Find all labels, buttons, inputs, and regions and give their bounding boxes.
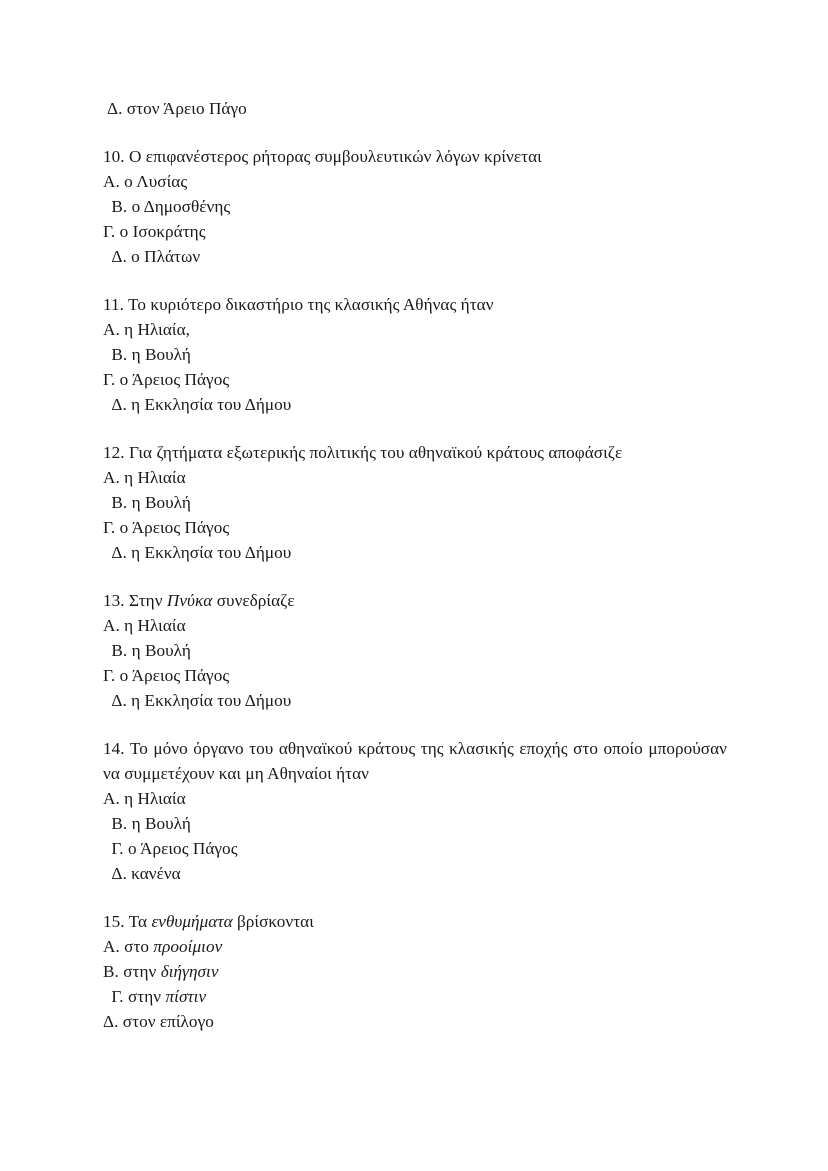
question-stem-13 [103,588,727,613]
option-15-c [103,984,727,1009]
option-15-a [103,934,727,959]
option-11-b: Β. η Βουλή [107,345,191,364]
question-block-11 [103,292,727,417]
document-text-body [103,96,732,1034]
text-run: Β. στην [103,962,161,981]
option-15-d [103,1009,727,1034]
question-stem-15 [103,909,727,934]
option-13-a: Α. η Ηλιαία [103,616,186,635]
text-run: βρίσκονται [232,912,314,931]
option-12-c: Γ. ο Άρειος Πάγος [103,518,230,537]
option-12-d: Δ. η Εκκλησία του Δήμου [107,543,292,562]
emphasis-term: πίστιν [165,987,207,1006]
question-block-13 [103,588,727,713]
option-10-a: Α. ο Λυσίας [103,172,188,191]
option-10-c: Γ. ο Ισοκράτης [103,222,206,241]
emphasis-term: Πνύκα [166,591,213,610]
text-run: Δ. στον επίλογο [103,1012,214,1031]
question-stem-12: 12. Για ζητήματα εξωτερικής πολιτικής του αθηναϊκού κράτους αποφάσιζε [103,443,623,462]
option-10-b: Β. ο Δημοσθένης [107,197,231,216]
text-run: 13. Στην [103,591,167,610]
option-13-c: Γ. ο Άρειος Πάγος [103,666,230,685]
text-run: Α. στο [103,937,154,956]
option-14-c: Γ. ο Άρειος Πάγος [107,839,238,858]
question-block-10 [103,144,727,269]
option-12-b: Β. η Βουλή [107,493,191,512]
question-block-15 [103,909,727,1034]
orphan-option-block [103,96,727,121]
option-10-d: Δ. ο Πλάτων [107,247,201,266]
option-13-b: Β. η Βουλή [107,641,191,660]
text-run: Γ. στην [107,987,166,1006]
option-13-d: Δ. η Εκκλησία του Δήμου [107,691,292,710]
option-12-a: Α. η Ηλιαία [103,468,186,487]
option-11-d: Δ. η Εκκλησία του Δήμου [107,395,292,414]
option-14-d: Δ. κανένα [107,864,181,883]
option-14-a: Α. η Ηλιαία [103,789,186,808]
text-run: 15. Τα [103,912,152,931]
question-block-12 [103,440,727,565]
emphasis-term: διήγησιν [160,962,219,981]
question-stem-11: 11. Το κυριότερο δικαστήριο της κλασικής Αθήνας ήταν [103,295,494,314]
option-11-a: Α. η Ηλιαία, [103,320,190,339]
text-run: συνεδρίαζε [212,591,295,610]
question-stem-14: 14. Το μόνο όργανο του αθηναϊκού κράτους της κλασικής εποχής στο οποίο μπορούσαν να συμμετέχουν και μη Αθηναίοι ήταν [103,739,732,783]
option-14-b: Β. η Βουλή [107,814,191,833]
emphasis-term: προοίμιον [153,937,223,956]
question-stem-10: 10. Ο επιφανέστερος ρήτορας συμβουλευτικών λόγων κρίνεται [103,147,542,166]
option-15-b [103,959,727,984]
emphasis-term: ενθυμήματα [151,912,233,931]
question-block-14 [103,736,732,886]
orphan-option-line: Δ. στον Άρειο Πάγο [107,99,247,118]
option-11-c: Γ. ο Άρειος Πάγος [103,370,230,389]
